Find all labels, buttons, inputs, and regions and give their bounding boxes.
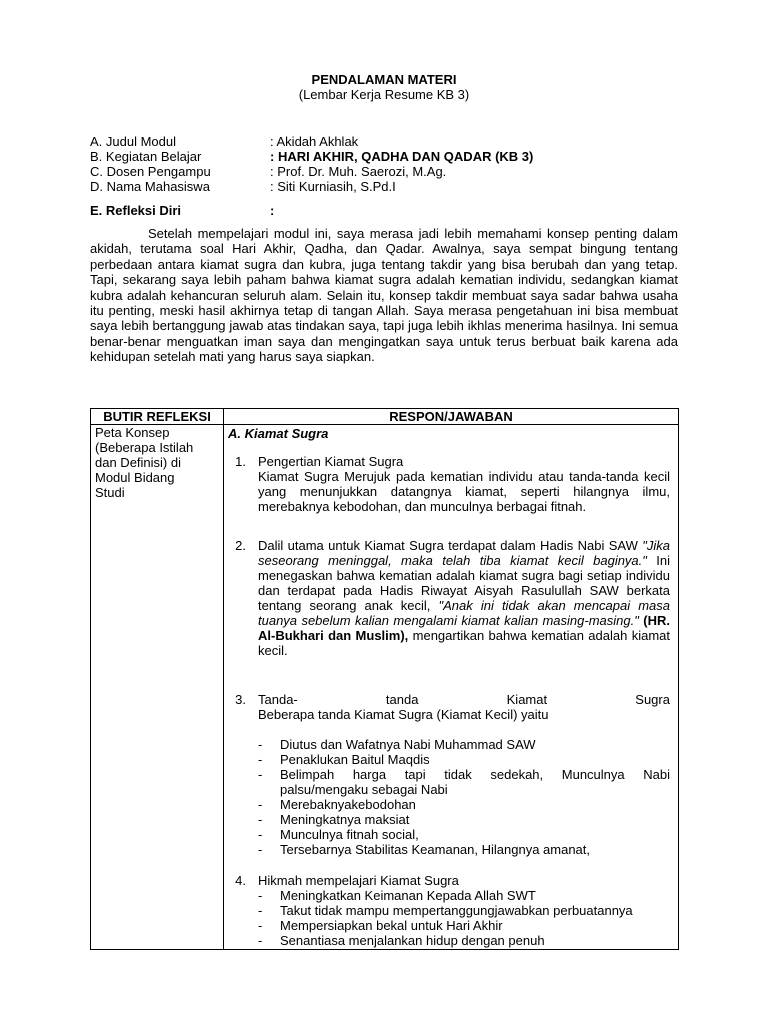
- table-row: [91, 425, 679, 950]
- list-item: - Diutus dan Wafatnya Nabi Muhammad SAW: [258, 737, 536, 752]
- info-value: : Siti Kurniasih, S.Pd.I: [270, 179, 396, 194]
- info-value: : Akidah Akhlak: [270, 134, 359, 149]
- hikmah-list: [258, 888, 670, 948]
- heading-word: Tanda-: [258, 692, 298, 707]
- reflection-paragraph: Setelah mempelajari modul ini, saya merasa jadi lebih memahami konsep penting dalam akidah, terutama soal Hari Akhir, Qadha, dan Qadar. Awalnya, saya sempat bingung tentang perbedaan antara kiamat sugra dan kubra, juga tentang takdir yang bisa berubah dan yang tetap. Tapi, sekarang saya lebih paham bahwa kiamat sugra adalah kematian individu, sedangkan kiamat kubra adalah kehancuran seluruh alam. Selain itu, konsep takdir membuat saya sadar bahwa usaha itu penting, meski hasil akhirnya tetap di tangan Allah. Saya merasa pengetahuan ini bisa membuat saya lebih bertanggung jawab atas tindakan saya, tapi juga lebih ikhlas menerima hasilnya. Ini semua benar-benar menguatkan iman saya dan mengingatkan saya untuk terus berbuat baik karena ada kehidupan setelah mati yang harus saya siapkan.: [90, 226, 678, 365]
- document-title: PENDALAMAN MATERI: [311, 72, 457, 87]
- table-cell-respon: [224, 425, 679, 950]
- cell-line: Modul Bidang: [95, 470, 175, 485]
- document-subtitle: (Lembar Kerja Resume KB 3): [298, 87, 470, 102]
- cell-line: Peta Konsep: [95, 425, 170, 440]
- item-number: 3.: [235, 692, 246, 707]
- list-item: - Senantiasa menjalankan hidup dengan penuh: [258, 933, 545, 948]
- info-row-module: [90, 134, 533, 149]
- item-intro: Beberapa tanda Kiamat Sugra (Kiamat Kecil) yaitu: [258, 707, 549, 722]
- item-heading: [258, 692, 670, 707]
- list-item: - Mempersiapkan bekal untuk Hari Akhir: [258, 918, 503, 933]
- item-number: 1.: [235, 454, 246, 469]
- item-text: Dalil utama untuk Kiamat Sugra terdapat dalam Hadis Nabi SAW: [258, 538, 643, 553]
- list-item-3: [235, 692, 670, 857]
- reflection-label: E. Refleksi Diri: [90, 203, 182, 218]
- table-cell-butir: [91, 425, 224, 950]
- item-number: 4.: [235, 873, 246, 888]
- list-item: - Tersebarnya Stabilitas Keamanan, Hilangnya amanat,: [258, 842, 591, 857]
- item-body: Kiamat Sugra Merujuk pada kematian individu atau tanda-tanda kecil yang menunjukkan datangnya kiamat, seperti hilangnya ilmu, merebaknya kebodohan, dan munculnya berbagai fitnah.: [258, 469, 670, 514]
- heading-word: Sugra: [635, 692, 670, 707]
- item-title: Pengertian Kiamat Sugra: [258, 454, 404, 469]
- table-header-butir: BUTIR REFLEKSI: [91, 409, 224, 425]
- list-item-1: [235, 454, 670, 514]
- list-item: - Penaklukan Baitul Maqdis: [258, 752, 430, 767]
- item-number: 2.: [235, 538, 246, 553]
- item-text: Ini menegaskan bahwa kematian adalah kiamat sugra bagi setiap individu dan terdapat pada Hadis Riwayat Aisyah Rasulullah SAW berkata tentang seorang anak kecil,: [258, 553, 671, 613]
- info-row-student: [90, 179, 533, 194]
- reflection-colon: :: [270, 203, 275, 218]
- list-item: - Munculnya fitnah social,: [258, 827, 419, 842]
- hadith-quote: "Anak ini tidak akan mencapai masa tuanya sebelum kalian mengalami kiamat kalian masing-masing.": [258, 598, 671, 628]
- heading-word: tanda: [385, 692, 419, 707]
- list-item: - Merebaknyakebodohan: [258, 797, 416, 812]
- list-item: - Meningkatnya maksiat: [258, 812, 410, 827]
- list-item: - Takut tidak mampu mempertanggungjawabkan perbuatannya: [258, 903, 633, 918]
- cell-line: (Beberapa Istilah: [95, 440, 194, 455]
- item-text: mengartikan bahwa kematian adalah kiamat kecil.: [258, 628, 670, 658]
- list-item-2: [235, 538, 671, 658]
- list-item: - Meningkatkan Keimanan Kepada Allah SWT: [258, 888, 536, 903]
- heading-word: Kiamat: [506, 692, 548, 707]
- signs-list: [258, 737, 670, 857]
- table-header-respon: RESPON/JAWABAN: [224, 409, 679, 425]
- info-label: D. Nama Mahasiswa: [90, 179, 210, 194]
- cell-line: dan Definisi) di: [95, 455, 181, 470]
- cell-line: Studi: [95, 485, 125, 500]
- info-label: A. Judul Modul: [90, 134, 176, 149]
- item-title: Hikmah mempelajari Kiamat Sugra: [258, 873, 459, 888]
- info-row-activity: [90, 149, 533, 164]
- table-header-row: [91, 409, 679, 425]
- info-label: C. Dosen Pengampu: [90, 164, 211, 179]
- section-title: A. Kiamat Sugra: [228, 426, 329, 441]
- info-value: : HARI AKHIR, QADHA DAN QADAR (KB 3): [270, 149, 534, 164]
- list-item-4: [235, 873, 670, 948]
- info-block: [90, 134, 533, 194]
- hadith-quote: "Jika seseorang meninggal, maka telah tiba kiamat kecil baginya.": [258, 538, 670, 568]
- info-row-lecturer: [90, 164, 533, 179]
- info-value: : Prof. Dr. Muh. Saerozi, M.Ag.: [270, 164, 447, 179]
- list-item: - Belimpah harga tapi tidak sedekah, Munculnya Nabi palsu/mengaku sebagai Nabi: [258, 767, 670, 797]
- reflection-table: [90, 408, 679, 950]
- info-label: B. Kegiatan Belajar: [90, 149, 202, 164]
- reflection-heading: [90, 203, 274, 218]
- hadith-reference: (HR. Al-Bukhari dan Muslim),: [258, 613, 670, 643]
